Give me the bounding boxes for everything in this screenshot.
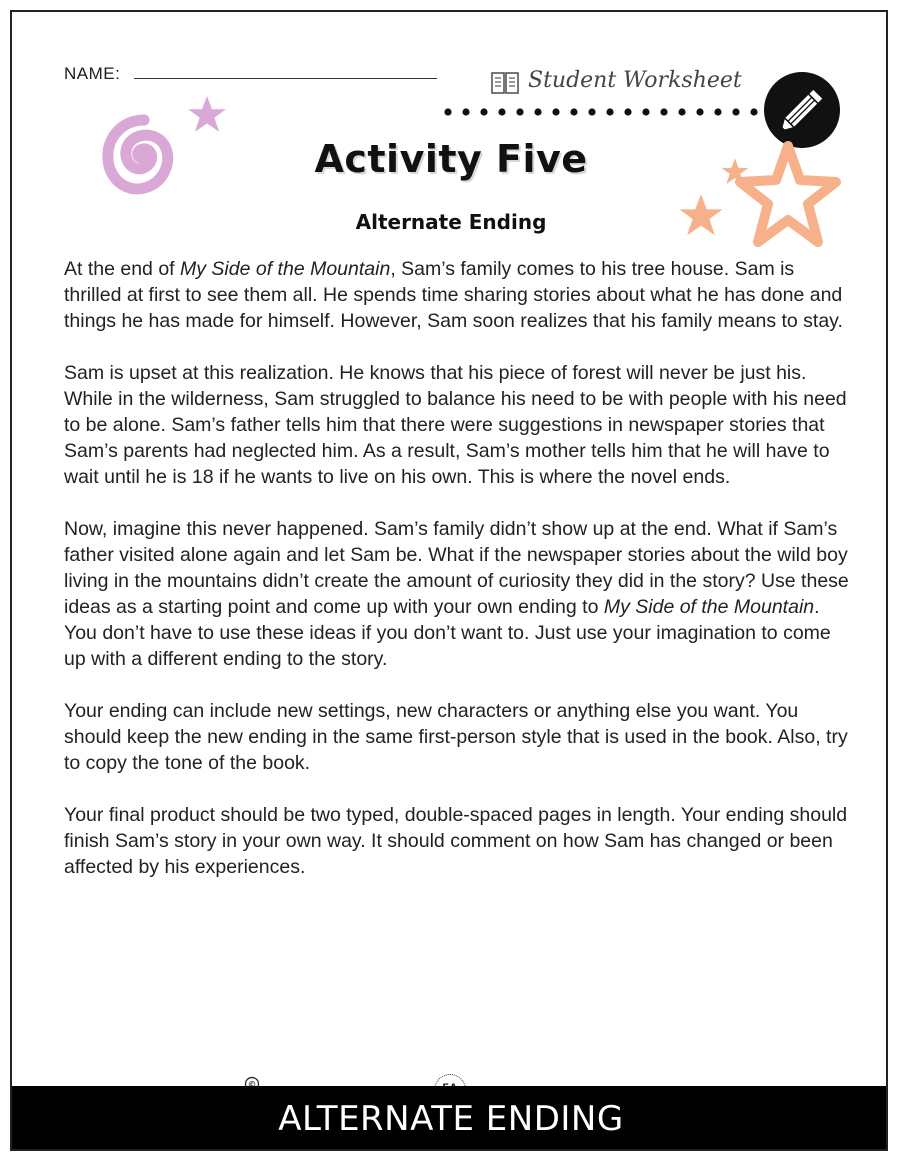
footer-banner: ALTERNATE ENDING — [12, 1086, 888, 1151]
name-label: NAME: — [64, 64, 121, 83]
student-worksheet-label: Student Worksheet — [528, 68, 742, 93]
paragraph-3: Now, imagine this never happened. Sam’s family didn’t show up at the end. What if Sam’s father visited alone again and let Sam be. What if the newspaper stories about the wild boy living in the mountains didn’t create the amount of curiosity they did in the story? Use these ideas as a starting point and come up with your own ending to My Side of the Mountain. You don’t have to use these ideas if you don’t want to. Just use your imagination to come up with a different ending to the story. — [64, 518, 849, 670]
name-input-line[interactable] — [134, 78, 437, 79]
paragraph-4: Your ending can include new settings, new characters or anything else you want. You should keep the new ending in the same first-person style that is used in the book. Also, try to copy the tone of the book. — [64, 700, 848, 774]
paragraph-2: Sam is upset at this realization. He knows that his piece of forest will never be just his. While in the wilderness, Sam struggled to balance his need to be with people with his need to be alone. Sam’s father tells him that there were suggestions in newspaper stories that Sam’s parents had neglected him. As a result, Sam’s mother tells him that he will have to wait until he is 18 if he wants to live on his own. This is where the novel ends. — [64, 362, 847, 488]
activity-subtitle: Alternate Ending — [355, 210, 547, 234]
paragraph-5: Your final product should be two typed, double-spaced pages in length. Your ending should finish Sam’s story in your own way. It should comment on how Sam has changed or been affected by his experiences. — [64, 804, 848, 878]
book-title: My Side of the Mountain — [603, 596, 815, 618]
book-title: My Side of the Mountain — [180, 258, 391, 280]
instructions-body — [64, 256, 854, 906]
worksheet-icon — [490, 70, 522, 96]
worksheet-page — [10, 10, 888, 1151]
activity-title: Activity Five — [314, 137, 588, 181]
star-icon-purple — [186, 94, 228, 136]
paragraph-1: At the end of My Side of the Mountain, Sam’s family comes to his tree house. Sam is thrilled at first to see them all. He spends time sharing stories about what he has done and things he has made for himself. However, Sam soon realizes that his family means to stay. — [64, 258, 843, 332]
dotted-divider — [442, 106, 762, 118]
